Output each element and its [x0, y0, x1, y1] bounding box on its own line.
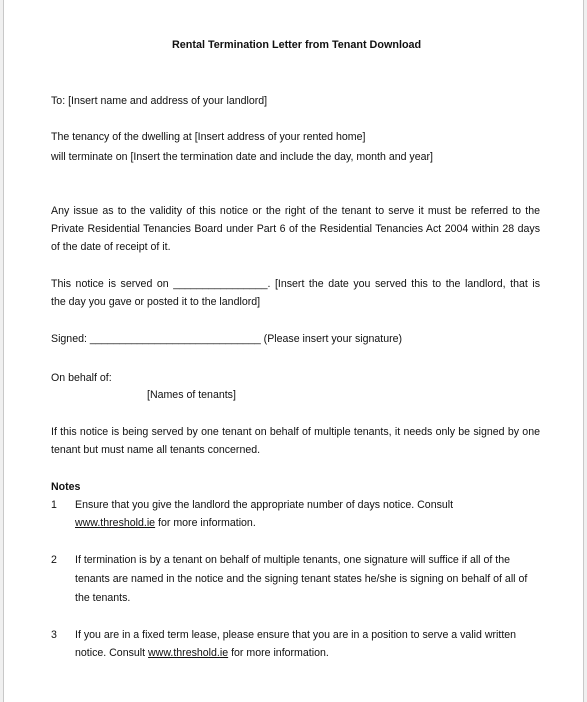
tenancy-line-1: The tenancy of the dwelling at [Insert address of your rented home]: [51, 131, 366, 143]
dispute-line-3: of the date of receipt of it.: [51, 241, 171, 253]
note-3-line-1: If you are in a fixed term lease, please ensure that you are in a position to serve a valid written: [75, 629, 517, 641]
threshold-link-1[interactable]: www.threshold.ie: [75, 517, 156, 529]
multiple-tenants-line-2: tenant but must name all tenants concerned.: [51, 444, 261, 456]
note-1-line-1: Ensure that you give the landlord the appropriate number of days notice. Consult: [75, 499, 454, 511]
served-line-1: This notice is served on ________________. [Insert the date you served this to the landlord, that is: [51, 278, 540, 290]
note-1-rest: for more information.: [155, 517, 256, 529]
dispute-line-2: Private Residential Tenancies Board under Part 6 of the Residential Tenancies Act 2004 within 28 days: [51, 223, 540, 235]
note-3-prefix: notice. Consult: [75, 647, 149, 659]
note-3-line-2: [75, 646, 329, 660]
note-1-line-2: [75, 516, 256, 530]
note-2-line-1: If termination is by a tenant on behalf of multiple tenants, one signature will suffice if all of the: [75, 554, 510, 566]
note-2-line-3: the tenants.: [75, 592, 131, 604]
note-2-number: 2: [51, 554, 57, 566]
multiple-tenants-line-1: If this notice is being served by one tenant on behalf of multiple tenants, it needs only be signed by one: [51, 426, 540, 438]
notes-heading: Notes: [51, 481, 81, 493]
signed-line: Signed: _____________________________ (Please insert your signature): [51, 333, 403, 345]
note-3-rest: for more information.: [228, 647, 329, 659]
on-behalf-label: On behalf of:: [51, 372, 112, 384]
note-3-number: 3: [51, 629, 57, 641]
tenancy-line-2: will terminate on [Insert the termination date and include the day, month and year]: [51, 151, 433, 163]
dispute-line-1: Any issue as to the validity of this notice or the right of the tenant to serve it must be referred to the: [51, 205, 540, 217]
served-line-2: the day you gave or posted it to the landlord]: [51, 296, 261, 308]
document-title: Rental Termination Letter from Tenant Download: [172, 39, 422, 51]
note-2-line-2: tenants are named in the notice and the signing tenant states he/she is signing on behalf of all of: [75, 573, 528, 585]
note-1-number: 1: [51, 499, 57, 511]
to-line: To: [Insert name and address of your landlord]: [51, 95, 268, 107]
threshold-link-2[interactable]: www.threshold.ie: [148, 647, 229, 659]
document-page: [3, 0, 584, 702]
tenant-names-placeholder: [Names of tenants]: [147, 389, 236, 401]
